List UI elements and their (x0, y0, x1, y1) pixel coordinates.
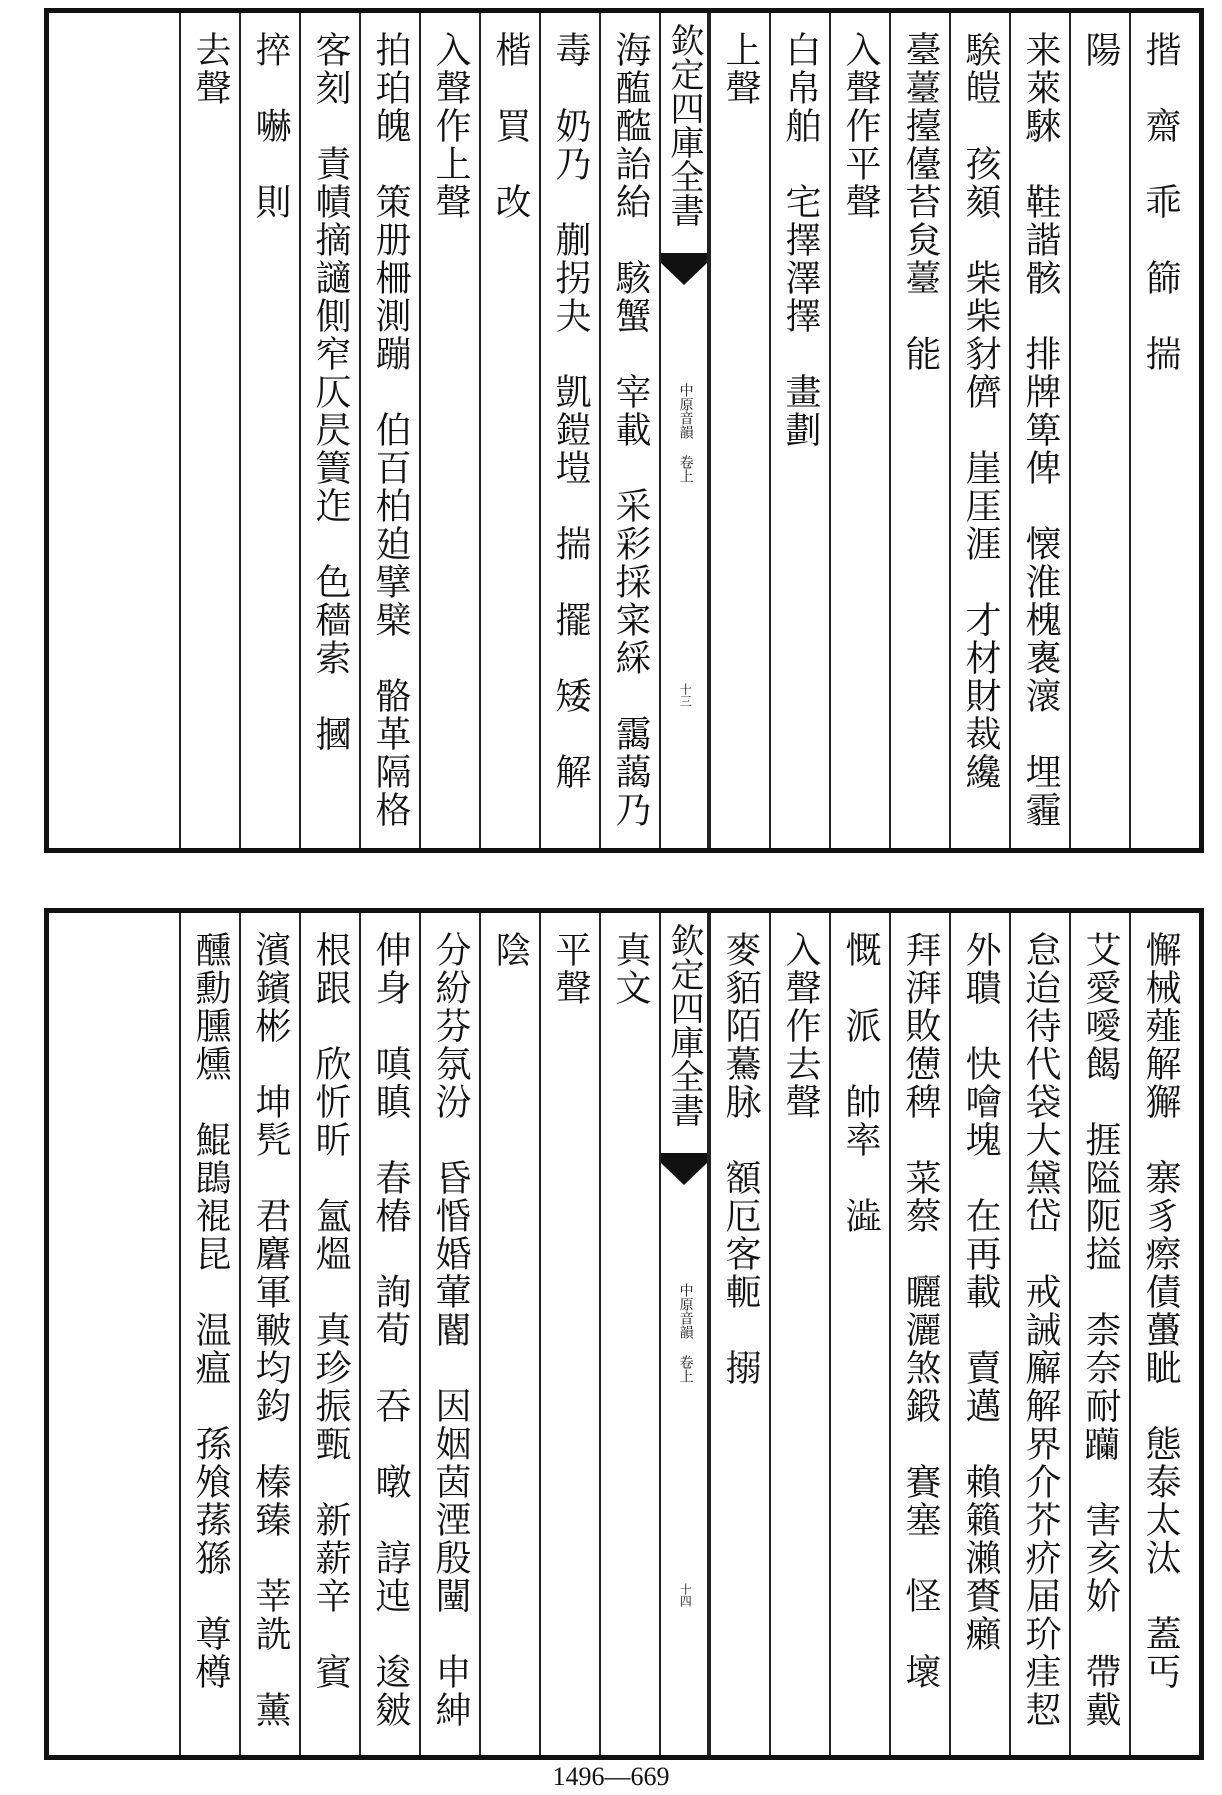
text-column (709, 913, 769, 1755)
column-text: 怠迨待代袋大黛岱 戒誡廨解界介芥疥届玠㾏恝 (1020, 931, 1061, 1729)
text-column (769, 13, 829, 848)
center-band (659, 13, 709, 848)
text-column (949, 913, 1009, 1755)
column-text: 来萊騋 鞋諧骸 排牌箄俾 懐淮槐褢瀤 埋霾 (1020, 31, 1061, 829)
text-column (889, 913, 949, 1755)
column-text: 白帛舶 宅擇澤擇 畫劃 (780, 31, 821, 449)
column-text: 客刻 責幘摘讁側窄仄昃簀迮 色穡索 摑 (310, 31, 351, 753)
text-column (1009, 913, 1069, 1755)
column-text: 外聵 快噲塊 在再載 賣邁 賴籟瀨賚癩 (960, 931, 1001, 1653)
fishtail-mark (661, 253, 707, 287)
text-column (829, 13, 889, 848)
column-text: 懈械薤解獬 寨豸瘵債蠆眦 態泰太汰 蓋丐 (1140, 931, 1181, 1691)
center-book-volume: 中原音韻 卷上 (677, 1283, 694, 1383)
text-column (359, 13, 419, 848)
column-text: 拜湃敗憊稗 菜蔡 曬灑煞鍛 賽塞 怪 壞 (900, 931, 941, 1691)
text-column (419, 913, 479, 1755)
text-column (1129, 13, 1189, 848)
center-title: 欽定四庫全書 (664, 23, 704, 227)
text-column (769, 913, 829, 1755)
text-column (479, 13, 539, 848)
text-column (299, 13, 359, 848)
column-text: 濱鑌彬 坤髠 君麏軍皸均鈞 榛臻 莘詵 薰 (250, 931, 291, 1729)
column-text: 分紛芬氛汾 昏惛婚葷閽 因姻茵湮殷闉 申紳 (430, 931, 471, 1729)
text-column (1069, 913, 1129, 1755)
text-column (419, 13, 479, 848)
column-text: 陰 (490, 931, 531, 969)
text-column (239, 913, 299, 1755)
column-text: 入聲作平聲 (840, 31, 881, 221)
column-text: 楷 買 改 (490, 31, 531, 221)
column-text: 去聲 (190, 31, 231, 107)
column-text: 海醢醓詒紿 駭蟹 宰載 采彩採寀綵 靄藹乃 (610, 31, 651, 829)
column-text: 拍珀魄 策册柵測蹦 伯百柏廹擘檗 骼革隔格 (370, 31, 411, 829)
text-column (239, 13, 299, 848)
text-column (889, 13, 949, 848)
text-column (359, 913, 419, 1755)
text-column (599, 13, 659, 848)
text-column (179, 913, 239, 1755)
center-book-volume: 中原音韻 卷上 (677, 383, 694, 483)
text-column (949, 13, 1009, 848)
column-text: 陽 (1080, 31, 1121, 69)
center-folio-number: 十三 (678, 683, 693, 707)
column-text: 慨 派 帥率 澁 (840, 931, 881, 1235)
column-text: 入聲作去聲 (780, 931, 821, 1121)
top-page-frame (44, 8, 1204, 853)
column-text: 入聲作上聲 (430, 31, 471, 221)
text-column (1129, 913, 1189, 1755)
text-column (599, 913, 659, 1755)
column-text: 麥貊陌驀脉 額厄客軛 搦 (720, 931, 761, 1387)
fishtail-mark (661, 1153, 707, 1187)
column-text: 真文 (610, 931, 651, 1007)
text-column (539, 913, 599, 1755)
text-column (299, 913, 359, 1755)
center-band (659, 913, 709, 1755)
text-column (539, 13, 599, 848)
column-text: 醺勳臐燻 鯤鵾裩昆 温瘟 孫飧蓀猻 尊樽 (190, 931, 231, 1691)
text-column (1069, 13, 1129, 848)
column-text: 平聲 (550, 931, 591, 1007)
text-column (179, 13, 239, 848)
bottom-page-frame (44, 908, 1204, 1760)
column-text: 艾愛噯餲 捱隘阨搤 柰奈耐𨈆 害亥妎 帶戴 (1080, 931, 1121, 1729)
folio-label: 1496—669 (552, 1762, 670, 1791)
column-text: 伸身 嗔瞋 春椿 詢荀 吞 暾 諄迍 逡皴 (370, 931, 411, 1729)
column-text: 騃皚 孩頦 柴柴豺儕 崖厓涯 才材財裁纔 (960, 31, 1001, 791)
center-title: 欽定四庫全書 (664, 923, 704, 1127)
column-text: 上聲 (720, 31, 761, 107)
column-text: 根跟 欣忻昕 氳熅 真珍振甄 新薪辛 賓 (310, 931, 351, 1691)
column-text: 臺薹擡儓苔炱薹 能 (900, 31, 941, 373)
center-folio-number: 十四 (678, 1583, 693, 1607)
text-column (709, 13, 769, 848)
column-text: 毒 奶乃 蒯拐夬 凱鎧塏 揣 擺 矮 解 (550, 31, 591, 791)
text-column (479, 913, 539, 1755)
column-text: 揩 齋 乖 篩 揣 (1140, 31, 1181, 373)
text-column (1009, 13, 1069, 848)
text-column (829, 913, 889, 1755)
column-text: 捽 嚇 則 (250, 31, 291, 221)
